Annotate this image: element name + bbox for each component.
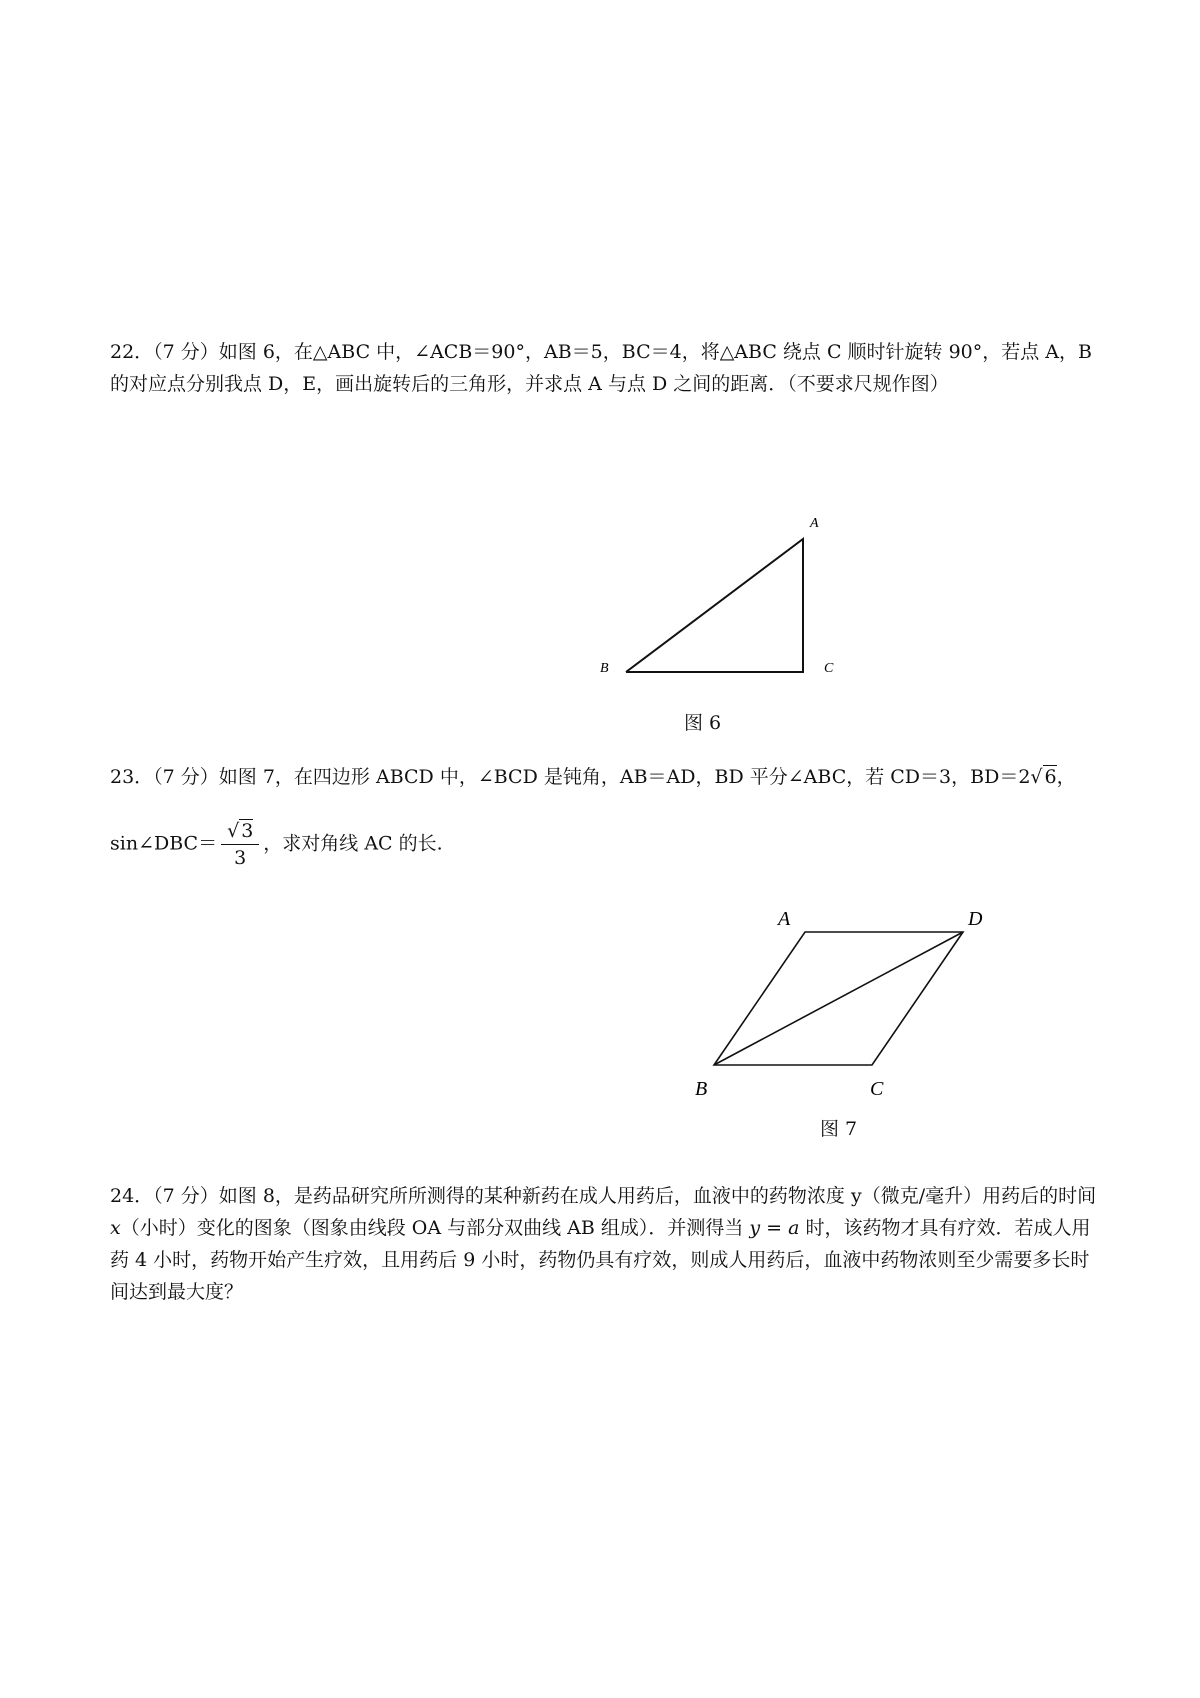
sin-prefix: sin∠DBC＝ — [110, 832, 218, 855]
variable-y-eq-a: y = a — [749, 1217, 800, 1239]
sin-numerator-radicand: 3 — [241, 820, 254, 842]
question-23-line1 — [110, 762, 1076, 789]
sin-denominator: 3 — [234, 847, 247, 869]
figure-7-quadrilateral — [690, 898, 1010, 1108]
label-b: B — [695, 1078, 708, 1100]
question-22-text — [110, 336, 1100, 400]
question-23-line2 — [110, 818, 443, 871]
question-22-body: 22．（7 分）如图 6，在△ABC 中，∠ACB＝90°，AB＝5，BC＝4，将△ABC 绕点 C 顺时针旋转 90°，若点 A，B 的对应点分别我点 D，E，画出旋转后的三角形，并求点 A 与点 D 之间的距离．（不要求尺规作图） — [110, 341, 1092, 395]
label-d: D — [968, 908, 983, 930]
sqrt-symbol: √ — [227, 820, 240, 842]
sin-suffix: ，求对角线 AC 的长. — [263, 832, 443, 855]
label-a: A — [810, 516, 819, 531]
bd-radicand: 6 — [1044, 766, 1057, 788]
question-24-text — [110, 1180, 1100, 1308]
variable-x: x — [110, 1217, 121, 1239]
figure-6-caption: 图 6 — [684, 712, 722, 734]
question-24-part3: 时，该药物才具有疗效．若成人用药 4 小时，药物开始产生疗效，且用药后 9 小时，药物仍具有疗效，则成人用药后，血液中药物浓则至少需要多长时间达到最大度？ — [110, 1217, 1091, 1303]
figure-6-triangle — [600, 510, 860, 690]
figure-7-caption: 图 7 — [820, 1118, 858, 1140]
sin-fraction — [221, 818, 259, 871]
diagonal-bd — [714, 932, 963, 1065]
question-24-part2: （小时）变化的图象（图象由线段 OA 与部分双曲线 AB 组成）．并测得当 — [120, 1217, 750, 1239]
sqrt-symbol: √ — [1030, 766, 1043, 788]
question-23-text: 23．（7 分）如图 7，在四边形 ABCD 中，∠BCD 是钝角，AB＝AD，BD 平分∠ABC，若 CD＝3，BD＝ — [110, 766, 1019, 788]
label-a: A — [778, 908, 791, 930]
line-suffix: ， — [1056, 766, 1076, 788]
question-24-part1: 24．（7 分）如图 8，是药品研究所所测得的某种新药在成人用药后，血液中的药物浓度 y（微克/毫升）用药后的时间 — [110, 1185, 1097, 1207]
label-b: B — [600, 661, 609, 676]
triangle-abc — [626, 539, 803, 672]
label-c: C — [824, 661, 834, 676]
bd-coefficient: 2 — [1018, 766, 1031, 788]
label-c: C — [870, 1078, 884, 1100]
